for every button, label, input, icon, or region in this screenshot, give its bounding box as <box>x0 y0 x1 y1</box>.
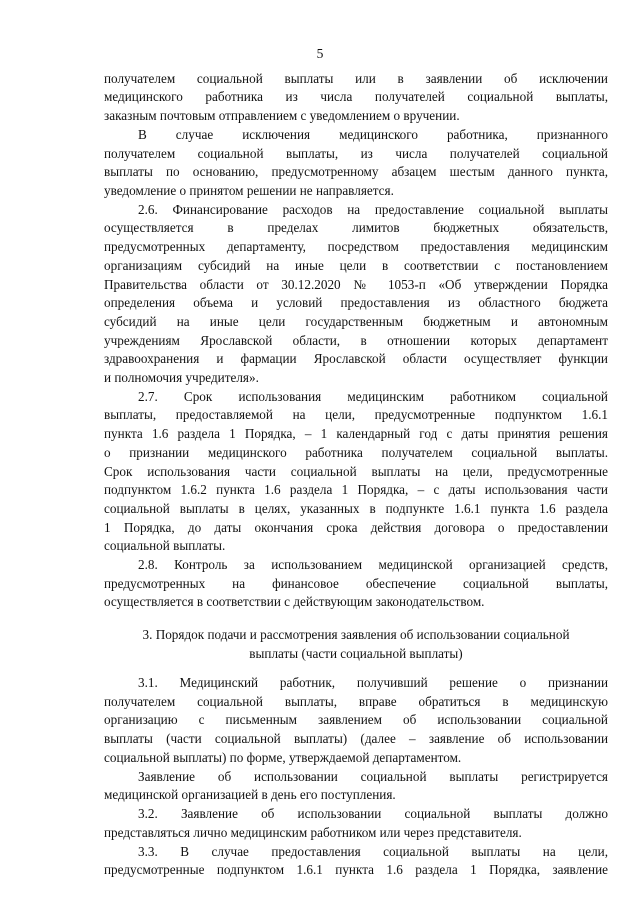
text-line: Заявление об использовании социальной выплаты регистрируется <box>138 769 608 784</box>
text-line: Правительства области от 30.12.2020 № 1053-п «Об утверждении Порядка <box>104 277 608 292</box>
text-line: В случае исключения медицинского работника, признанного <box>138 127 608 142</box>
text-line: пункта 1.6 раздела 1 Порядка, – 1 календарный год с даты принятия решения <box>104 426 608 441</box>
text-line: предусмотренных департаменту, посредством предоставления медицинским <box>104 239 608 254</box>
text-line: о признании медицинского работника получателем социальной выплаты. <box>104 445 608 460</box>
text-line: учреждениям Ярославской области, в отношении которых департамент <box>104 333 608 348</box>
text-line: уведомление о принятом решении не направляется. <box>104 183 394 198</box>
text-line: субсидий на иные цели государственным бюджетным и автономным <box>104 314 608 329</box>
text-line: осуществляется в соответствии с действующим законодательством. <box>104 594 485 609</box>
text-line: заказным почтовым отправлением с уведомлением о вручении. <box>104 108 460 123</box>
text-line: 3.3. В случае предоставления социальной выплаты на цели, <box>138 844 608 859</box>
text-line: социальной выплаты. <box>104 538 226 553</box>
page-number: 5 <box>316 46 324 61</box>
text-line: выплаты (части социальной выплаты) (далее – заявление об использовании <box>104 731 608 746</box>
text-line: предусмотренных на финансовое обеспечение социальной выплаты, <box>104 576 608 591</box>
section-heading-line: 3. Порядок подачи и рассмотрения заявления об использовании социальной <box>142 627 570 642</box>
text-line: получателем социальной выплаты, вправе обратиться в медицинскую <box>104 694 608 709</box>
text-line: и полномочия учредителя». <box>104 370 259 385</box>
text-line: 1 Порядка, до даты окончания срока действия договора о предоставлении <box>104 520 608 535</box>
text-line: медицинской организацией в день его поступления. <box>104 787 396 802</box>
text-line: Срок использования части социальной выплаты на цели, предусмотренные <box>104 464 608 479</box>
text-line: социальной выплаты в целях, указанных в подпункте 1.6.1 пункта 1.6 раздела <box>104 501 608 516</box>
text-line: получателем социальной выплаты или в заявлении об исключении <box>104 71 608 86</box>
text-line: организациям субсидий на иные цели в соответствии с постановлением <box>104 258 608 273</box>
text-line: социальной выплаты) по форме, утверждаемой департаментом. <box>104 750 462 765</box>
text-line: подпунктом 1.6.2 пункта 1.6 раздела 1 Порядка, – с даты использования части <box>104 482 608 497</box>
text-line: 2.7. Срок использования медицинским работником социальной <box>138 389 608 404</box>
text-line: предусмотренные подпунктом 1.6.1 пункта 1.6 раздела 1 Порядка, заявление <box>104 862 608 877</box>
text-line: организацию с письменным заявлением об использовании социальной <box>104 712 608 727</box>
text-line: здравоохранения и фармации Ярославской области осуществляет функции <box>104 351 608 366</box>
text-line: получателем социальной выплаты, из числа получателей социальной <box>104 146 608 161</box>
text-line: 3.1. Медицинский работник, получивший решение о признании <box>138 675 608 690</box>
text-line: медицинского работника из числа получателей социальной выплаты, <box>104 89 608 104</box>
text-line: 3.2. Заявление об использовании социальной выплаты должно <box>138 806 608 821</box>
text-line: осуществляется в пределах лимитов бюджетных обязательств, <box>104 220 608 235</box>
section-heading-line: выплаты (части социальной выплаты) <box>249 646 463 661</box>
text-line: представляться лично медицинским работником или через представителя. <box>104 825 522 840</box>
text-line: определения объема и условий предоставления из областного бюджета <box>104 295 608 310</box>
text-line: выплаты, предоставляемой на цели, предусмотренные подпунктом 1.6.1 <box>104 407 608 422</box>
text-line: выплаты по основанию, предусмотренному абзацем шестым данного пункта, <box>104 164 608 179</box>
text-line: 2.6. Финансирование расходов на предоставление социальной выплаты <box>138 202 608 217</box>
text-line: 2.8. Контроль за использованием медицинской организацией средств, <box>138 557 608 572</box>
